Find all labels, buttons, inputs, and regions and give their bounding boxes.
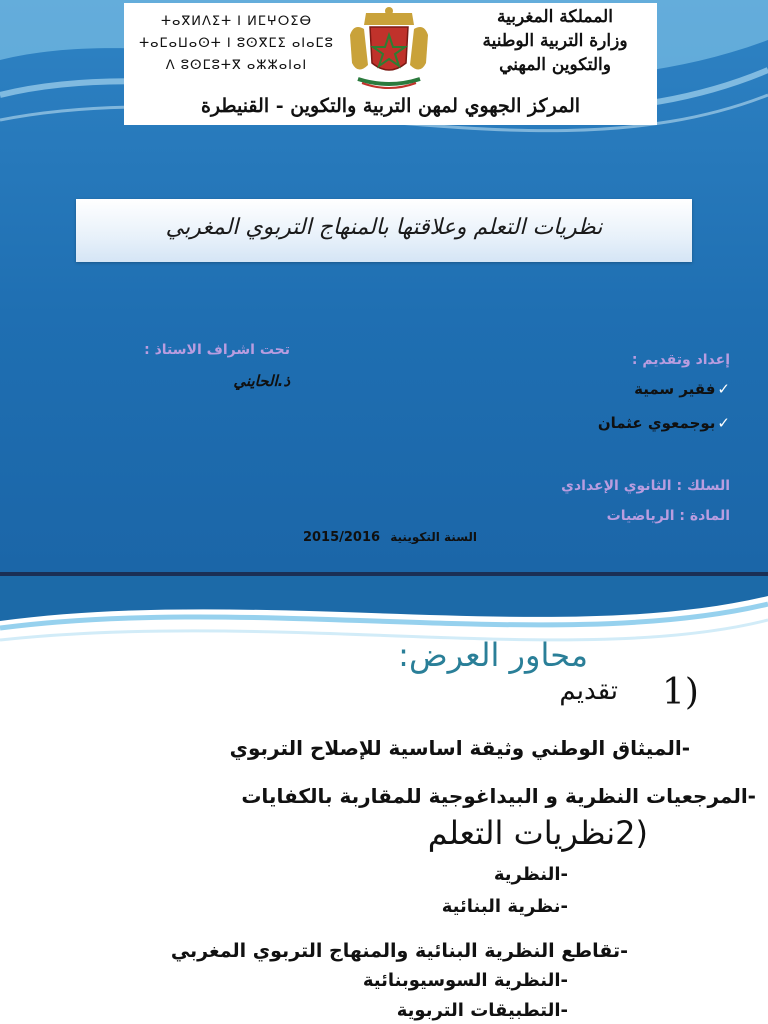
- student-item: [520, 380, 730, 398]
- student-name: بوجمعوي عثمان: [597, 414, 716, 432]
- subject-label: المادة : الرياضيات: [606, 508, 730, 524]
- supervision-label: تحت اشراف الاستاذ :: [144, 342, 290, 358]
- presentation-title-box: [76, 199, 692, 262]
- section-number: 1): [662, 672, 699, 713]
- outline-bullet: -تقاطع النظرية البنائية والمنهاج التربوي المغربي: [170, 940, 628, 962]
- outline-swoosh: [0, 576, 768, 666]
- year-value: 2015/2016: [302, 530, 381, 545]
- check-icon: ✓: [717, 414, 730, 432]
- tifinagh-line: ⵜⴰⵎⴰⵡⴰⵙⵜ ⵏ ⵓⵙⴳⵎⵉ ⴰⵏⴰⵎⵓ: [139, 36, 334, 51]
- outline-bullet: -الميثاق الوطني وثيقة اساسية للإصلاح التربوي: [229, 736, 690, 760]
- slide-outline: [0, 576, 768, 1024]
- student-name: فقير سمية: [634, 380, 716, 398]
- section-theories-title: (2نظريات التعلم: [427, 814, 648, 852]
- presentation-title: نظريات التعلم وعلاقتها بالمنهاج التربوي المغربي: [165, 215, 603, 240]
- center-name: المركز الجهوي لمهن التربية والتكوين - القنيطرة: [200, 95, 581, 117]
- outline-title: محاور العرض:: [398, 636, 588, 674]
- ministry-line: وزارة التربية الوطنية: [482, 31, 628, 51]
- ministry-line: والتكوين المهني: [499, 55, 611, 75]
- ministry-line: المملكة المغربية: [497, 7, 613, 27]
- student-item: [520, 414, 730, 432]
- tifinagh-line: ⴷ ⵓⵙⵎⵓⵜⴳ ⴰⵣⵣⴰⵏⴰⵏ: [165, 58, 308, 73]
- ministry-title: [465, 5, 645, 77]
- tifinagh-text: [134, 11, 339, 77]
- outline-bullet: -المرجعيات النظرية و البيداغوجية للمقاربة بالكفايات: [241, 784, 756, 808]
- institution-header: [124, 3, 657, 125]
- outline-bullet: -النظرية السوسيوبنائية: [362, 970, 568, 991]
- tifinagh-line: ⵜⴰⴳⵍⴷⵉⵜ ⵏ ⵍⵎⵖⵔⵉⴱ: [160, 14, 313, 29]
- cycle-label: السلك : الثانوي الإعدادي: [561, 478, 730, 494]
- preparation-label: إعداد وتقديم :: [631, 352, 730, 368]
- section-intro-title: تقديم: [559, 676, 618, 706]
- supervisor-name: ذ.الحايني: [233, 372, 290, 390]
- outline-bullet: -نظرية البنائية: [441, 896, 568, 917]
- check-icon: ✓: [717, 380, 730, 398]
- training-year: [280, 530, 500, 545]
- outline-bullet: -التطبيقات التربوية: [396, 1000, 568, 1021]
- outline-bullet: -النظرية: [493, 864, 568, 885]
- year-label: السنة التكوينية: [390, 530, 478, 544]
- royal-emblem-icon: [344, 5, 434, 91]
